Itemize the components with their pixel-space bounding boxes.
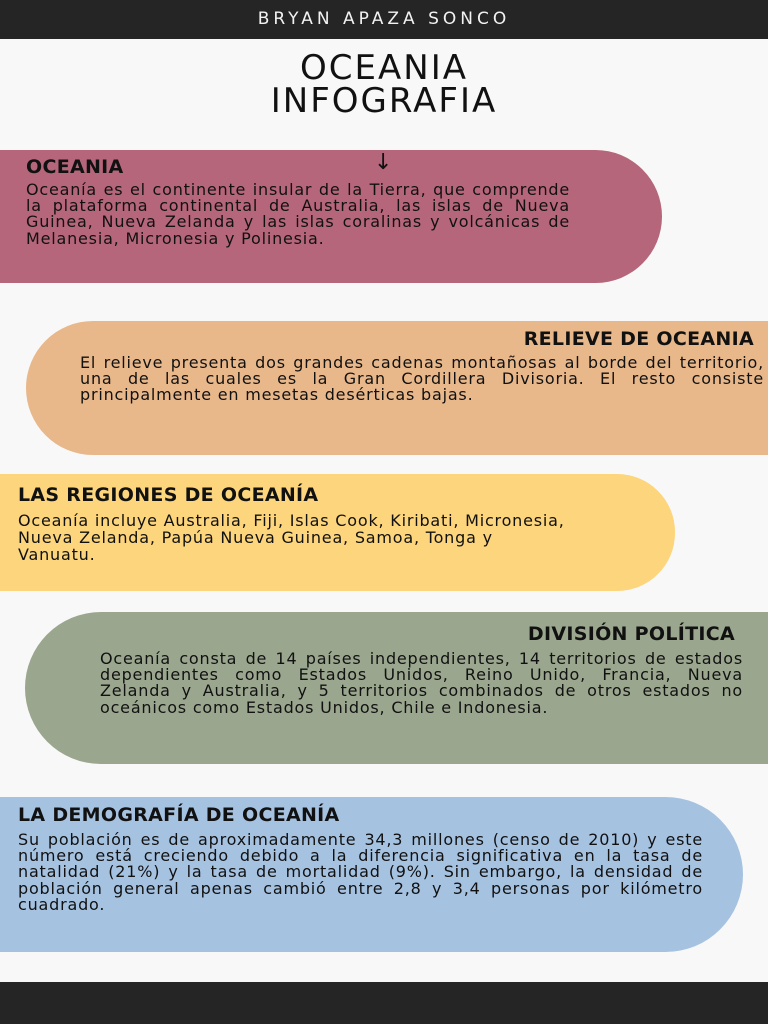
section-heading: LA DEMOGRAFÍA DE OCEANÍA bbox=[18, 804, 340, 826]
section-relieve bbox=[26, 321, 768, 455]
section-heading: RELIEVE DE OCEANIA bbox=[523, 328, 754, 350]
section-heading: DIVISIÓN POLÍTICA bbox=[527, 623, 735, 645]
down-arrow-icon: ↓ bbox=[374, 150, 393, 175]
footer-bar bbox=[0, 982, 768, 1024]
author-name: BRYAN APAZA SONCO bbox=[257, 9, 511, 29]
section-text: Oceanía incluye Australia, Fiji, Islas Cook, Kiribati, Micronesia, Nueva Zelanda, Papúa Nueva Guinea, Samoa, Tonga y Vanuatu. bbox=[18, 511, 565, 564]
section-regiones bbox=[0, 474, 675, 591]
section-text: Oceanía es el continente insular de la Tierra, que comprende la plataforma continental de Australia, las islas de Nueva Guinea, Nueva Zelanda y las islas coralinas y volcánicas de Melanesia, Micronesia y Polinesia. bbox=[26, 180, 570, 248]
section-division-politica bbox=[25, 612, 768, 764]
section-demografia bbox=[0, 797, 743, 952]
section-text: Su población es de aproximadamente 34,3 millones (censo de 2010) y este número está creciendo debido a la diferencia significativa en la tasa de natalidad (21%) y la tasa de mortalidad (9%). Sin embargo, la densidad de población general apenas cambió entre 2,8 y 3,4 personas por kilómetro cuadrado. bbox=[18, 830, 703, 914]
section-oceania bbox=[0, 150, 662, 283]
section-heading: OCEANIA bbox=[26, 156, 124, 178]
section-heading: LAS REGIONES DE OCEANÍA bbox=[18, 484, 319, 506]
author-banner bbox=[0, 0, 768, 39]
page-title bbox=[0, 48, 768, 121]
title-line-2: INFOGRAFIA bbox=[270, 81, 498, 121]
section-text: El relieve presenta dos grandes cadenas montañosas al borde del territorio, una de las cuales es la Gran Cordillera Divisoria. El resto consiste principalmente en mesetas desérticas bajas. bbox=[80, 353, 764, 405]
section-text: Oceanía consta de 14 países independientes, 14 territorios de estados dependientes como Estados Unidos, Reino Unido, Francia, Nueva Zelanda y Australia, y 5 territorios combinados de otros estados no oceánicos como Estados Unidos, Chile e Indonesia. bbox=[100, 649, 743, 717]
title-line-1: OCEANIA bbox=[300, 48, 468, 88]
